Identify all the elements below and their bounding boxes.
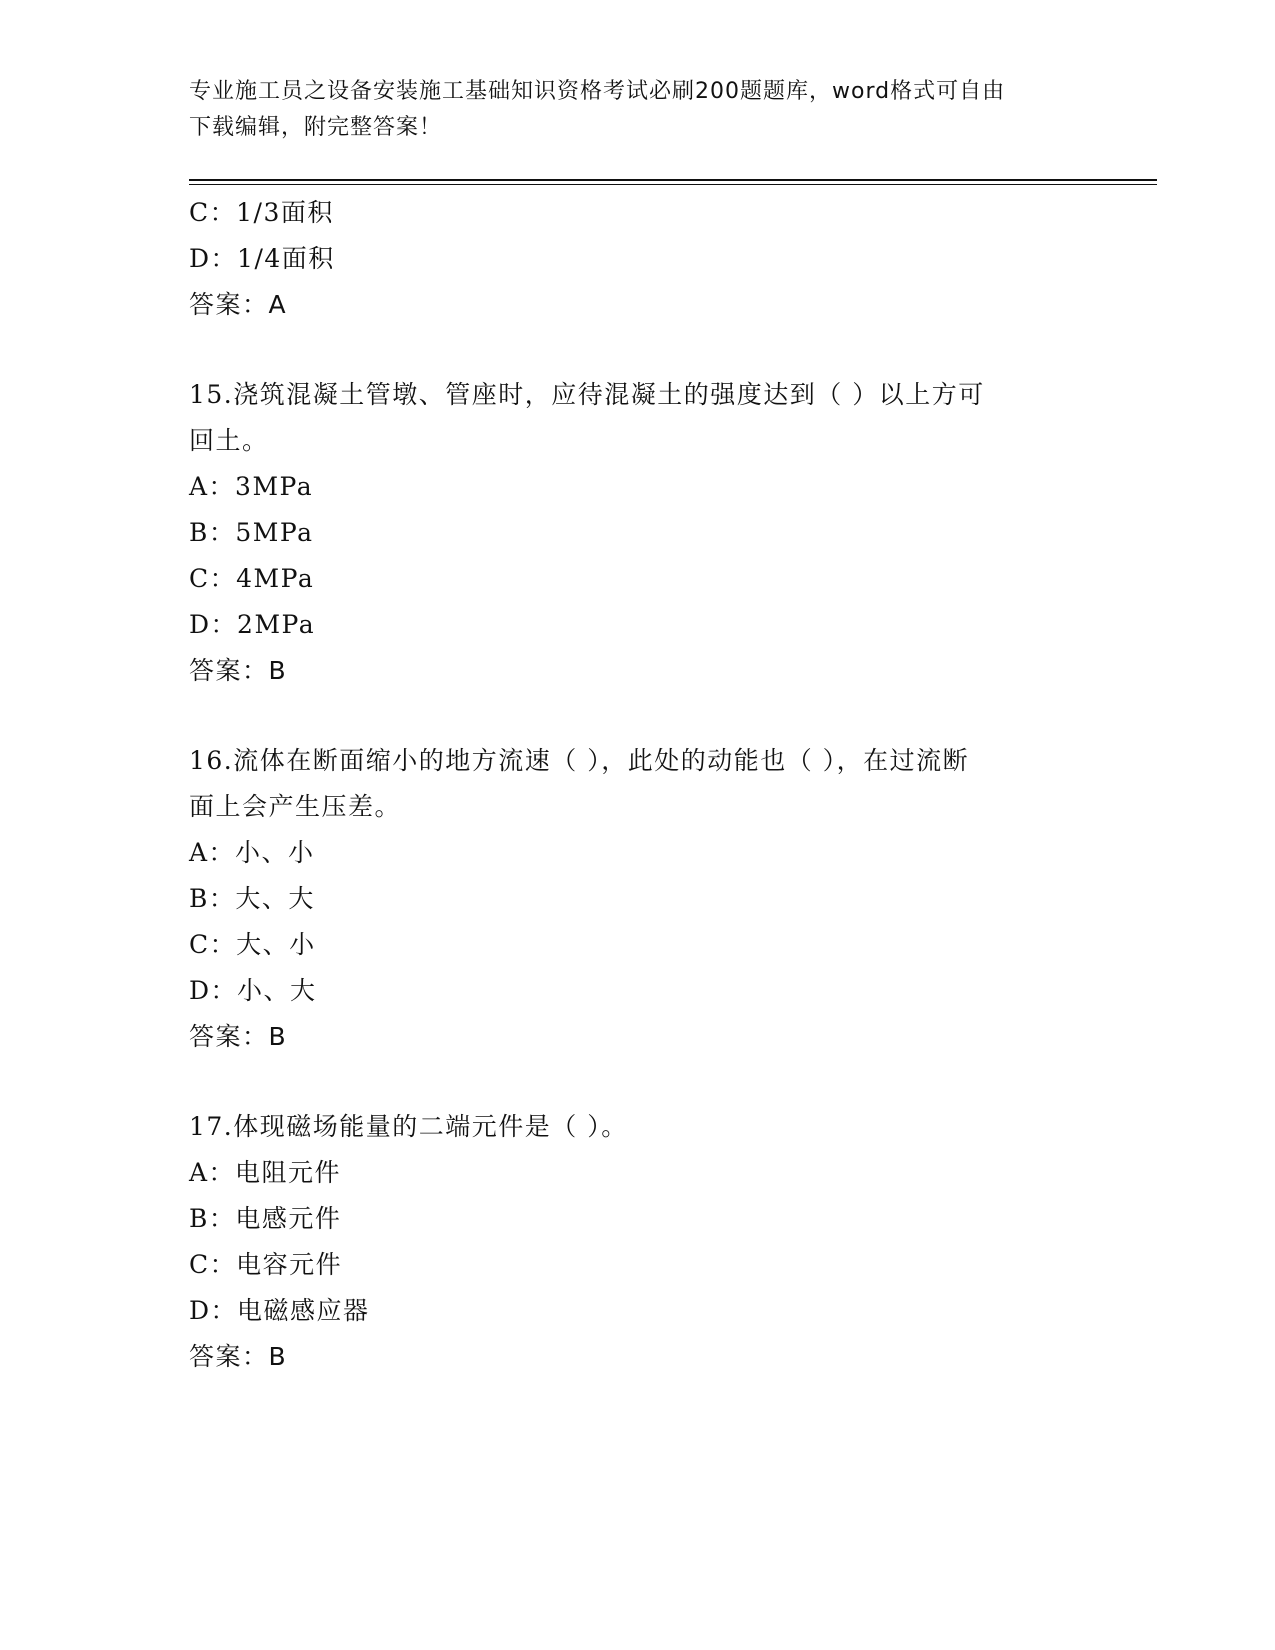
question-list: [189, 190, 1089, 1380]
option-a: A：电阻元件: [189, 1158, 342, 1187]
option-b: B：大、大: [189, 884, 315, 913]
option-d: D：电磁感应器: [189, 1296, 370, 1325]
option-a: A：小、小: [189, 838, 315, 867]
question-stem-line: 16.流体在断面缩小的地方流速（ ），此处的动能也（ ），在过流断: [189, 746, 970, 775]
question-stem-line: 面上会产生压差。: [189, 792, 402, 821]
option-d: D：小、大: [189, 976, 317, 1005]
document-header: [189, 74, 1089, 146]
header-title-line-2: 下载编辑，附完整答案！: [189, 115, 443, 140]
header-title-line-1: 专业施工员之设备安装施工基础知识资格考试必刷200题题库，word格式可自由: [189, 79, 1006, 104]
option-c: C：1/3面积: [189, 198, 334, 227]
answer-line: 答案：B: [189, 1022, 288, 1051]
option-b: B：5MPa: [189, 518, 314, 547]
answer-line: 答案：A: [189, 290, 288, 319]
answer-line: 答案：B: [189, 656, 288, 685]
question-15: [189, 372, 1089, 694]
option-c: C：大、小: [189, 930, 316, 959]
header-divider-thick: [189, 179, 1157, 181]
answer-line: 答案：B: [189, 1342, 288, 1371]
question-16: [189, 738, 1089, 1060]
header-divider-thin: [189, 184, 1157, 185]
question-stem-line: 17.体现磁场能量的二端元件是（ ）。: [189, 1112, 628, 1141]
question-gap: [189, 328, 1089, 372]
option-c: C：4MPa: [189, 564, 315, 593]
option-c: C：电容元件: [189, 1250, 343, 1279]
question-gap: [189, 1060, 1089, 1104]
question-gap: [189, 694, 1089, 738]
option-b: B：电感元件: [189, 1204, 342, 1233]
carryover-question: [189, 190, 1089, 328]
option-a: A：3MPa: [189, 472, 314, 501]
question-stem-line: 回土。: [189, 426, 269, 455]
option-d: D：1/4面积: [189, 244, 335, 273]
option-d: D：2MPa: [189, 610, 316, 639]
question-17: [189, 1104, 1089, 1380]
question-stem-line: 15.浇筑混凝土管墩、管座时，应待混凝土的强度达到（ ）以上方可: [189, 380, 985, 409]
